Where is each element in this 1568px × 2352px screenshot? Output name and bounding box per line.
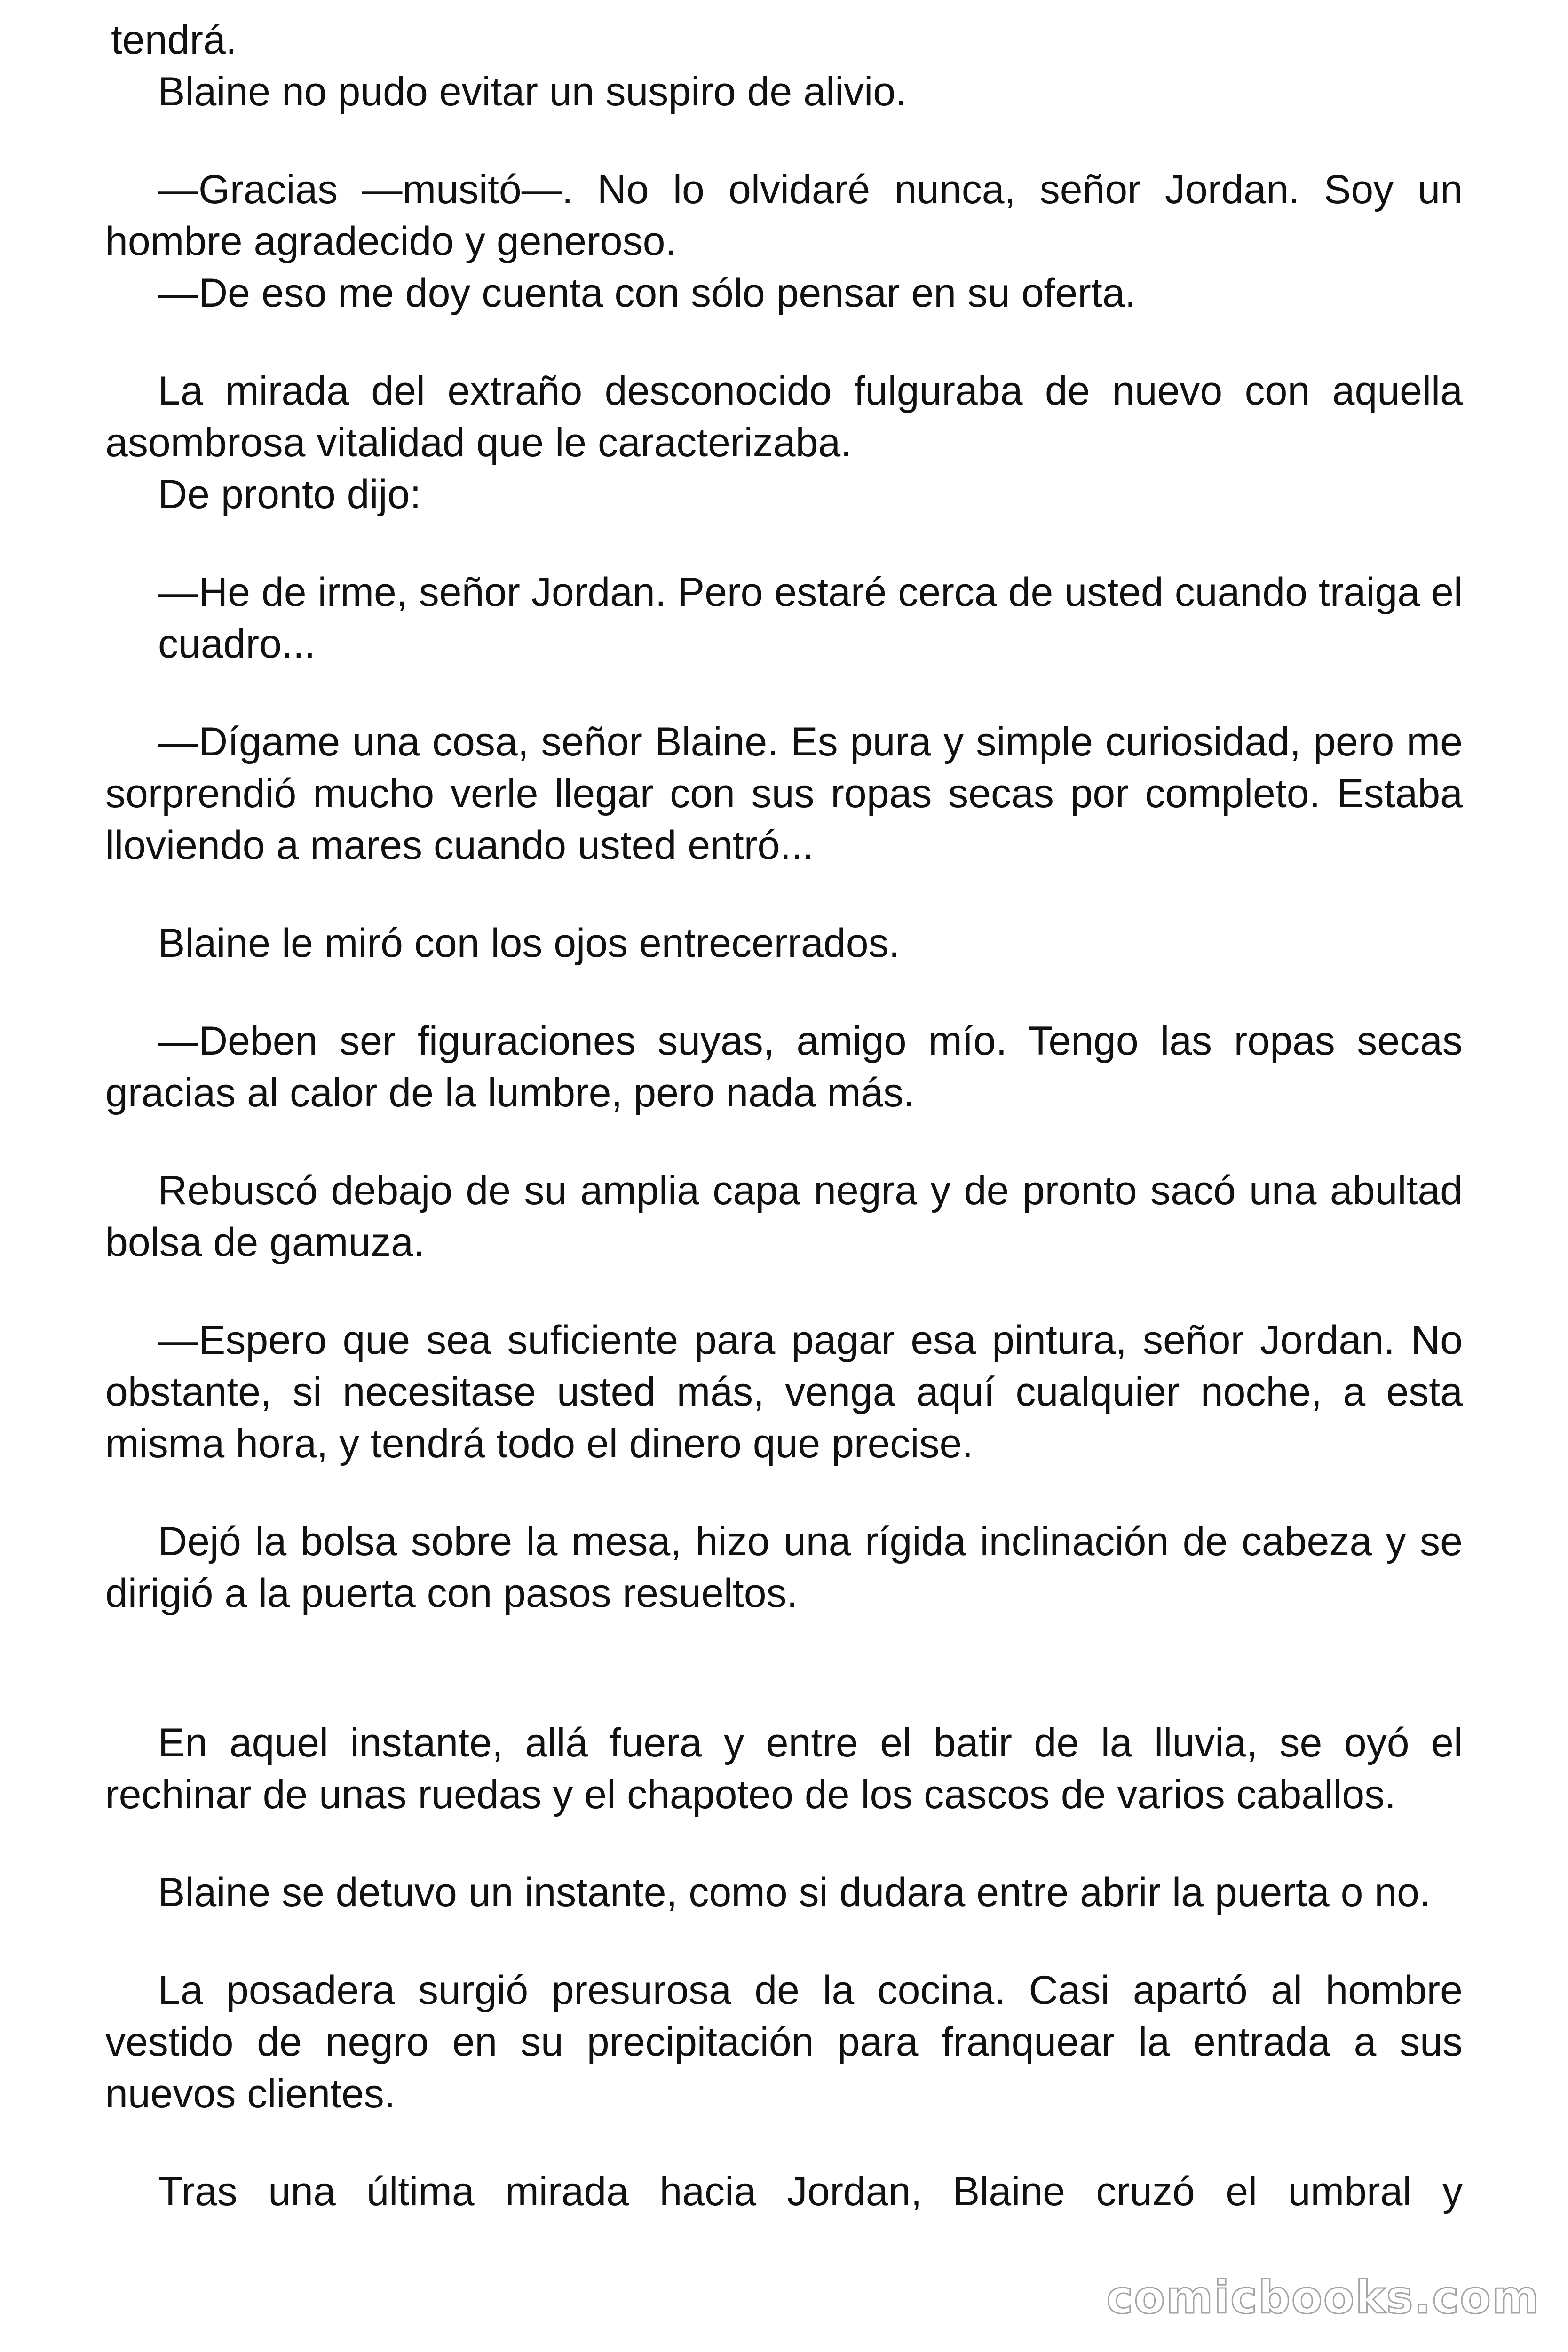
paragraph-17: Tras una última mirada hacia Jordan, Blaine cruzó el umbral y (158, 2169, 1463, 2214)
paragraph-15: Blaine se detuvo un instante, como si dudara entre abrir la puerta o no. (158, 1870, 1431, 1915)
paragraph-11: Rebuscó debajo de su amplia capa negra y de pronto sacó una abultad bolsa de gamuza. (105, 1168, 1463, 1265)
paragraph-7: —He de irme, señor Jordan. Pero estaré cerca de usted cuando traiga el cuadro... (158, 570, 1463, 667)
watermark-logo: comicbooks.com (1106, 2271, 1540, 2324)
paragraph-12: —Espero que sea suficiente para pagar esa pintura, señor Jordan. No obstante, si necesitase usted más, venga aquí cualquier noche, a esta misma hora, y tendrá todo el dinero que precise. (105, 1318, 1463, 1466)
paragraph-4: —De eso me doy cuenta con sólo pensar en su oferta. (158, 270, 1136, 316)
paragraph-2: Blaine no pudo evitar un suspiro de alivio. (158, 69, 907, 114)
paragraph-3: —Gracias —musitó—. No lo olvidaré nunca, señor Jordan. Soy un hombre agradecido y generoso. (105, 167, 1463, 264)
paragraph-5: La mirada del extraño desconocido fulguraba de nuevo con aquella asombrosa vitalidad que le caracterizaba. (105, 368, 1463, 465)
paragraph-14: En aquel instante, allá fuera y entre el batir de la lluvia, se oyó el rechinar de unas ruedas y el chapoteo de los cascos de varios caballos. (105, 1720, 1463, 1817)
paragraph-9: Blaine le miró con los ojos entrecerrados. (158, 921, 900, 966)
paragraph-8: —Dígame una cosa, señor Blaine. Es pura y simple curiosidad, pero me sorprendió mucho verle llegar con sus ropas secas por completo. Estaba lloviendo a mares cuando usted entró... (105, 719, 1463, 868)
paragraph-16: La posadera surgió presurosa de la cocina. Casi apartó al hombre vestido de negro en su precipitación para franquear la entrada a sus nuevos clientes. (105, 1968, 1463, 2116)
paragraph-6: De pronto dijo: (158, 472, 421, 517)
paragraph-10: —Deben ser figuraciones suyas, amigo mío. Tengo las ropas secas gracias al calor de la lumbre, pero nada más. (105, 1018, 1463, 1115)
page-body (105, 14, 1463, 2217)
paragraph-1: tendrá. (111, 17, 237, 63)
paragraph-13: Dejó la bolsa sobre la mesa, hizo una rígida inclinación de cabeza y se dirigió a la puerta con pasos resueltos. (105, 1519, 1463, 1616)
